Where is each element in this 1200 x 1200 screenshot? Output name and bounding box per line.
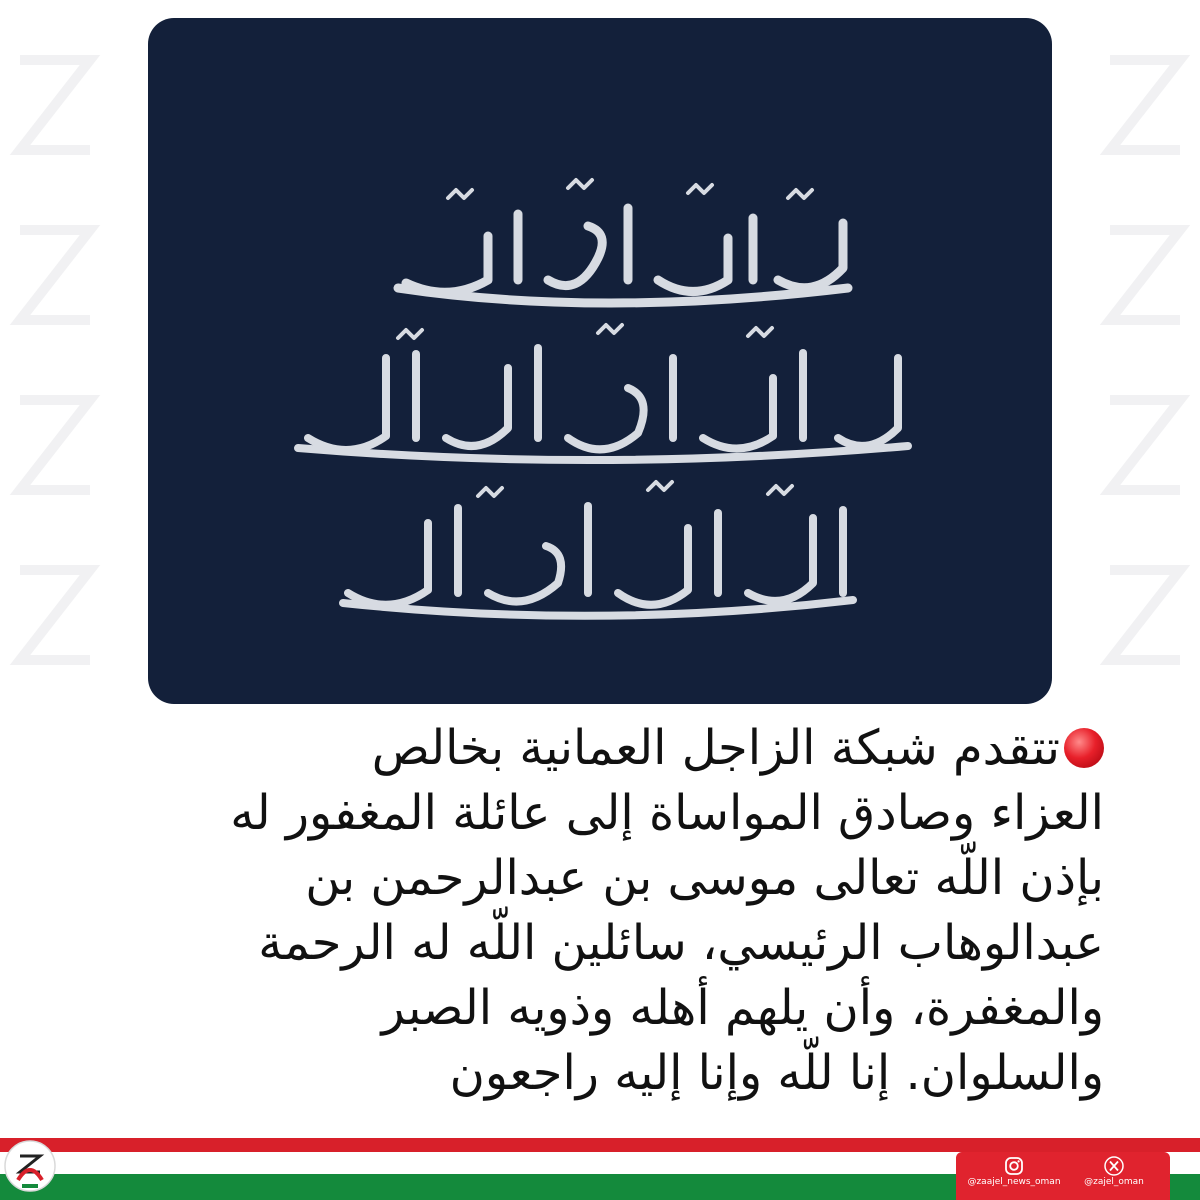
condolence-card bbox=[148, 18, 1052, 704]
zaajel-logo-icon bbox=[0, 1120, 60, 1200]
instagram-link[interactable] bbox=[964, 1156, 1064, 1196]
instagram-icon bbox=[1004, 1156, 1024, 1176]
message-line-1-text: تتقدم شبكة الزاجل العمانية بخالص bbox=[371, 720, 1060, 776]
red-stripe bbox=[0, 1138, 1200, 1152]
message-line-6: والسلوان. إنا للّه وإنا إليه راجعون bbox=[449, 1045, 1104, 1101]
message-line-4: عبدالوهاب الرئيسي، سائلين اللّه له الرحمة bbox=[258, 915, 1104, 971]
social-bar bbox=[956, 1152, 1170, 1200]
red-circle-icon bbox=[1064, 728, 1104, 768]
calligraphy-line-2 bbox=[298, 348, 908, 460]
calligraphy-line-1 bbox=[398, 208, 848, 303]
message-line-5: والمغفرة، وأن يلهم أهله وذويه الصبر bbox=[381, 980, 1104, 1036]
instagram-handle: @zaajel_news_oman bbox=[967, 1177, 1061, 1187]
x-handle: @zajel_oman bbox=[1084, 1177, 1144, 1187]
x-link[interactable] bbox=[1064, 1156, 1164, 1196]
message-line-3: بإذن اللّه تعالى موسى بن عبدالرحمن بن bbox=[305, 850, 1104, 906]
calligraphy-artwork bbox=[148, 18, 1052, 704]
message-line-2: العزاء وصادق المواساة إلى عائلة المغفور له bbox=[230, 785, 1104, 841]
message-line-1 bbox=[40, 716, 1104, 781]
condolence-message bbox=[40, 716, 1104, 1106]
x-logo-icon bbox=[1104, 1156, 1124, 1176]
calligraphy-line-3 bbox=[343, 506, 853, 616]
